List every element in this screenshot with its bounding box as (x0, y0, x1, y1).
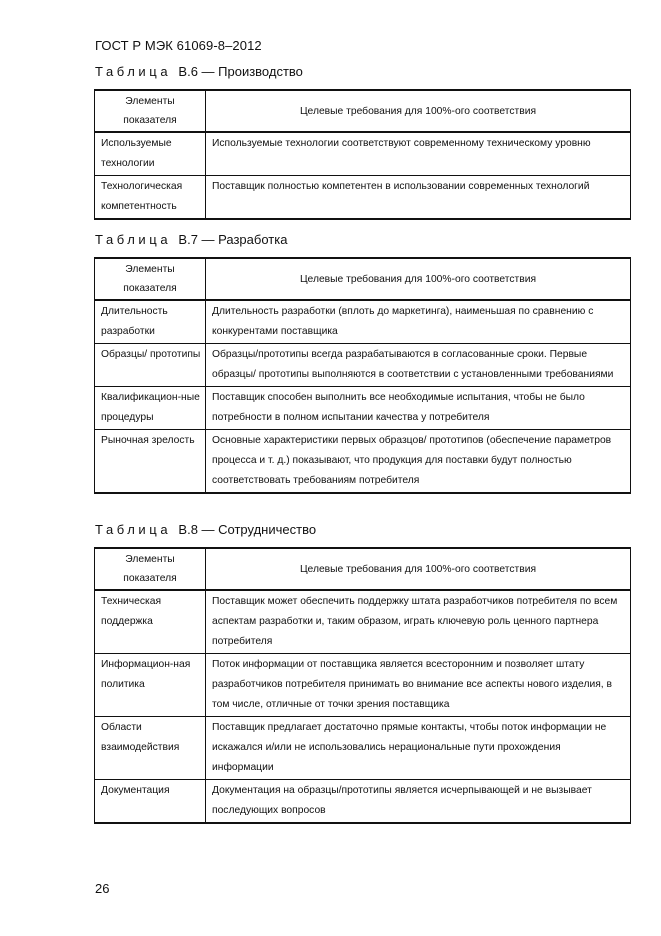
table-row (95, 717, 631, 780)
table-caption-title: В.8 — Сотрудничество (178, 522, 317, 537)
row-item: Техническая поддержка (95, 590, 206, 654)
column-header-elements: Элементы показателя (95, 90, 206, 132)
row-requirement: Поставщик полностью компетентен в использовании современных технологий (206, 176, 631, 220)
table-row (95, 387, 631, 430)
table-caption-word: Таблица (95, 232, 172, 247)
row-requirement: Документация на образцы/прототипы является исчерпывающей и не вызывает последующих вопросов (206, 780, 631, 824)
table-caption-title: В.6 — Производство (178, 64, 303, 79)
column-header-requirements: Целевые требования для 100%-ого соответствия (206, 258, 631, 300)
page-number: 26 (95, 881, 110, 896)
row-requirement: Поток информации от поставщика является всесторонним и позволяет штату разработчиков потребителя принимать во внимание все аспекты нового изделия, в том числе, отличные от точки зрения поставщика (206, 654, 631, 717)
table-row (95, 780, 631, 824)
row-item: Документация (95, 780, 206, 824)
column-header-elements: Элементы показателя (95, 258, 206, 300)
table-caption-word: Таблица (95, 522, 172, 537)
table-row (95, 590, 631, 654)
row-requirement: Длительность разработки (вплоть до маркетинга), наименьшая по сравнению с конкурентами поставщика (206, 300, 631, 344)
row-requirement: Образцы/прототипы всегда разрабатываются в согласованные сроки. Первые образцы/ прототипы выполняются в соответствии с установленными требованиями (206, 344, 631, 387)
table-row (95, 300, 631, 344)
row-item: Используемые технологии (95, 132, 206, 176)
table-row (95, 344, 631, 387)
row-requirement: Поставщик может обеспечить поддержку штата разработчиков потребителя по всем аспектам разработки и, таким образом, играть ключевую роль ценного партнера потребителя (206, 590, 631, 654)
row-item: Длительность разработки (95, 300, 206, 344)
table-b8-caption (95, 522, 316, 537)
row-item: Рыночная зрелость (95, 430, 206, 494)
row-requirement: Поставщик предлагает достаточно прямые контакты, чтобы поток информации не искажался и/или не использовались нерациональные пути прохождения информации (206, 717, 631, 780)
table-b7-caption (95, 232, 287, 247)
table-b7 (94, 257, 631, 494)
table-header-row (95, 90, 631, 132)
column-header-requirements: Целевые требования для 100%-ого соответствия (206, 548, 631, 590)
column-header-elements: Элементы показателя (95, 548, 206, 590)
table-b8 (94, 547, 631, 824)
table-header-row (95, 258, 631, 300)
column-header-requirements: Целевые требования для 100%-ого соответствия (206, 90, 631, 132)
row-item: Квалификацион-ные процедуры (95, 387, 206, 430)
row-item: Информацион-ная политика (95, 654, 206, 717)
row-requirement: Основные характеристики первых образцов/ прототипов (обеспечение параметров процесса и т. д.) показывают, что продукция для поставки будут полностью соответствовать требованиям потребителя (206, 430, 631, 494)
table-b6 (94, 89, 631, 220)
table-row (95, 176, 631, 220)
table-row (95, 132, 631, 176)
table-caption-word: Таблица (95, 64, 172, 79)
row-item: Технологическая компетентность (95, 176, 206, 220)
table-row (95, 430, 631, 494)
table-b6-caption (95, 64, 303, 79)
row-requirement: Поставщик способен выполнить все необходимые испытания, чтобы не было потребности в полном испытании качества у потребителя (206, 387, 631, 430)
table-row (95, 654, 631, 717)
row-item: Области взаимодействия (95, 717, 206, 780)
table-header-row (95, 548, 631, 590)
table-caption-title: В.7 — Разработка (178, 232, 288, 247)
document-standard-header: ГОСТ Р МЭК 61069-8–2012 (95, 38, 262, 53)
row-requirement: Используемые технологии соответствуют современному техническому уровню (206, 132, 631, 176)
row-item: Образцы/ прототипы (95, 344, 206, 387)
